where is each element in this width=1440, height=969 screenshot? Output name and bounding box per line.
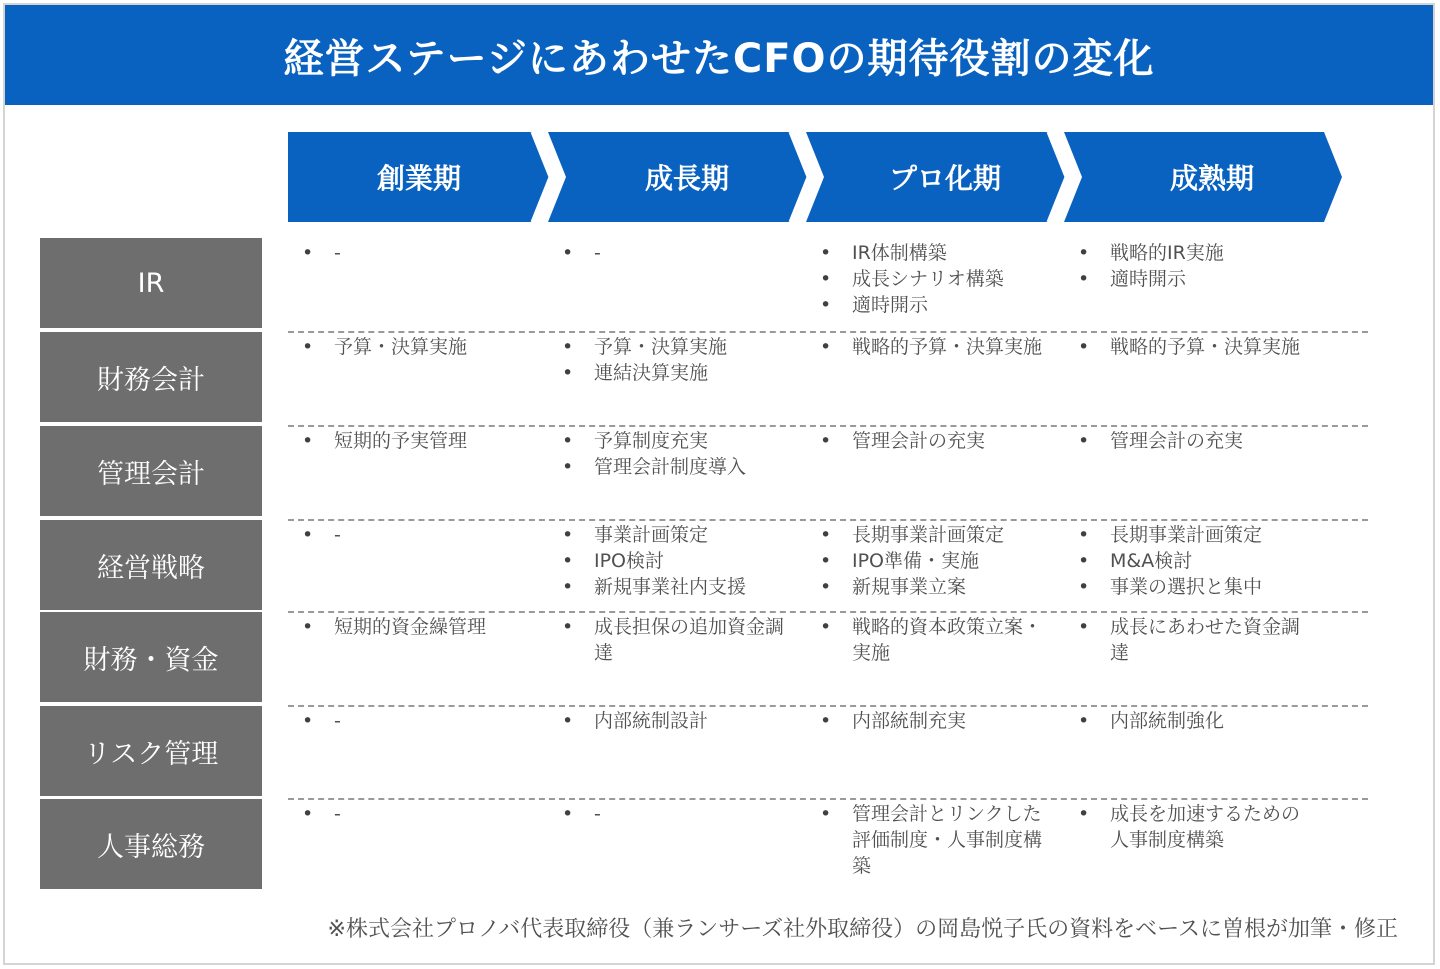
role-item: • 管理会計の充実 <box>1064 428 1314 454</box>
role-item: • 管理会計制度導入 <box>548 454 798 480</box>
role-item: • 管理会計の充実 <box>806 428 1056 454</box>
stage-chevron <box>806 132 1066 222</box>
role-item: • 戦略的資本政策立案・実施 <box>806 614 1056 666</box>
stage-chevron <box>288 132 550 222</box>
role-cell <box>288 428 538 454</box>
role-cell <box>806 240 1056 318</box>
role-item: • 事業計画策定 <box>548 522 798 548</box>
row-label: 財務・資金 <box>40 612 262 702</box>
row-divider <box>288 798 1368 800</box>
role-cell <box>548 428 798 480</box>
role-cell <box>548 334 798 386</box>
slide-title: 経営ステージにあわせたCFOの期待役割の変化 <box>5 5 1433 105</box>
row-label: リスク管理 <box>40 706 262 796</box>
role-cell <box>288 614 538 640</box>
role-cell <box>288 240 538 266</box>
role-item: • - <box>288 801 538 827</box>
row-divider <box>288 331 1368 333</box>
stage-chevron <box>1064 132 1342 222</box>
role-cell <box>548 522 798 600</box>
role-cell <box>548 614 798 666</box>
role-item: • 戦略的予算・決算実施 <box>1064 334 1314 360</box>
role-item: • 予算・決算実施 <box>548 334 798 360</box>
row-divider <box>288 611 1368 613</box>
role-cell <box>548 801 798 827</box>
role-item: • 成長にあわせた資金調達 <box>1064 614 1314 666</box>
role-item: • 内部統制充実 <box>806 708 1056 734</box>
role-item: • 長期事業計画策定 <box>1064 522 1314 548</box>
role-item: • 長期事業計画策定 <box>806 522 1056 548</box>
role-item: • 予算制度充実 <box>548 428 798 454</box>
role-cell <box>288 334 538 360</box>
role-item: • 成長を加速するための人事制度構築 <box>1064 801 1314 853</box>
row-divider <box>288 425 1368 427</box>
role-item: • IR体制構築 <box>806 240 1056 266</box>
role-item: • 予算・決算実施 <box>288 334 538 360</box>
role-cell <box>806 801 1056 879</box>
role-item: • - <box>548 801 798 827</box>
stage-label: 成長期 <box>644 162 729 195</box>
stage-label: 創業期 <box>376 162 461 195</box>
role-item: • 戦略的IR実施 <box>1064 240 1314 266</box>
row-label: IR <box>40 238 262 328</box>
role-item: • - <box>548 240 798 266</box>
role-cell <box>806 614 1056 666</box>
role-item: • IPO検討 <box>548 548 798 574</box>
source-footnote: ※株式会社プロノバ代表取締役（兼ランサーズ社外取締役）の岡島悦子氏の資料をベースに曽根が加筆・修正 <box>327 917 1398 942</box>
role-cell <box>288 708 538 734</box>
role-cell <box>288 522 538 548</box>
role-item: • 成長担保の追加資金調達 <box>548 614 798 666</box>
row-divider <box>288 519 1368 521</box>
role-cell <box>806 428 1056 454</box>
role-item: • 連結決算実施 <box>548 360 798 386</box>
role-item: • 事業の選択と集中 <box>1064 574 1314 600</box>
stage-chevron <box>548 132 808 222</box>
role-cell <box>1064 240 1314 292</box>
role-cell <box>1064 522 1314 600</box>
role-cell <box>1064 801 1314 853</box>
role-item: • 短期的予実管理 <box>288 428 538 454</box>
role-item: • 新規事業立案 <box>806 574 1056 600</box>
row-label: 人事総務 <box>40 799 262 889</box>
row-divider <box>288 705 1368 707</box>
role-item: • 新規事業社内支援 <box>548 574 798 600</box>
role-cell <box>806 334 1056 360</box>
role-cell <box>1064 614 1314 666</box>
role-item: • 管理会計とリンクした評価制度・人事制度構築 <box>806 801 1056 879</box>
role-cell <box>548 240 798 266</box>
role-cell <box>1064 428 1314 454</box>
role-cell <box>548 708 798 734</box>
role-item: • M&A検討 <box>1064 548 1314 574</box>
stage-label: プロ化期 <box>888 162 1001 195</box>
role-cell <box>806 708 1056 734</box>
row-label: 財務会計 <box>40 332 262 422</box>
role-item: • IPO準備・実施 <box>806 548 1056 574</box>
role-cell <box>288 801 538 827</box>
role-cell <box>1064 708 1314 734</box>
role-item: • 適時開示 <box>806 292 1056 318</box>
stage-label: 成熟期 <box>1169 162 1254 195</box>
role-cell <box>806 522 1056 600</box>
role-cell <box>1064 334 1314 360</box>
role-item: • 戦略的予算・決算実施 <box>806 334 1056 360</box>
role-item: • - <box>288 708 538 734</box>
role-item: • 成長シナリオ構築 <box>806 266 1056 292</box>
role-item: • - <box>288 522 538 548</box>
role-item: • 内部統制設計 <box>548 708 798 734</box>
role-item: • 適時開示 <box>1064 266 1314 292</box>
role-item: • 内部統制強化 <box>1064 708 1314 734</box>
role-item: • 短期的資金繰管理 <box>288 614 538 640</box>
row-label: 経営戦略 <box>40 520 262 610</box>
row-label: 管理会計 <box>40 426 262 516</box>
role-item: • - <box>288 240 538 266</box>
